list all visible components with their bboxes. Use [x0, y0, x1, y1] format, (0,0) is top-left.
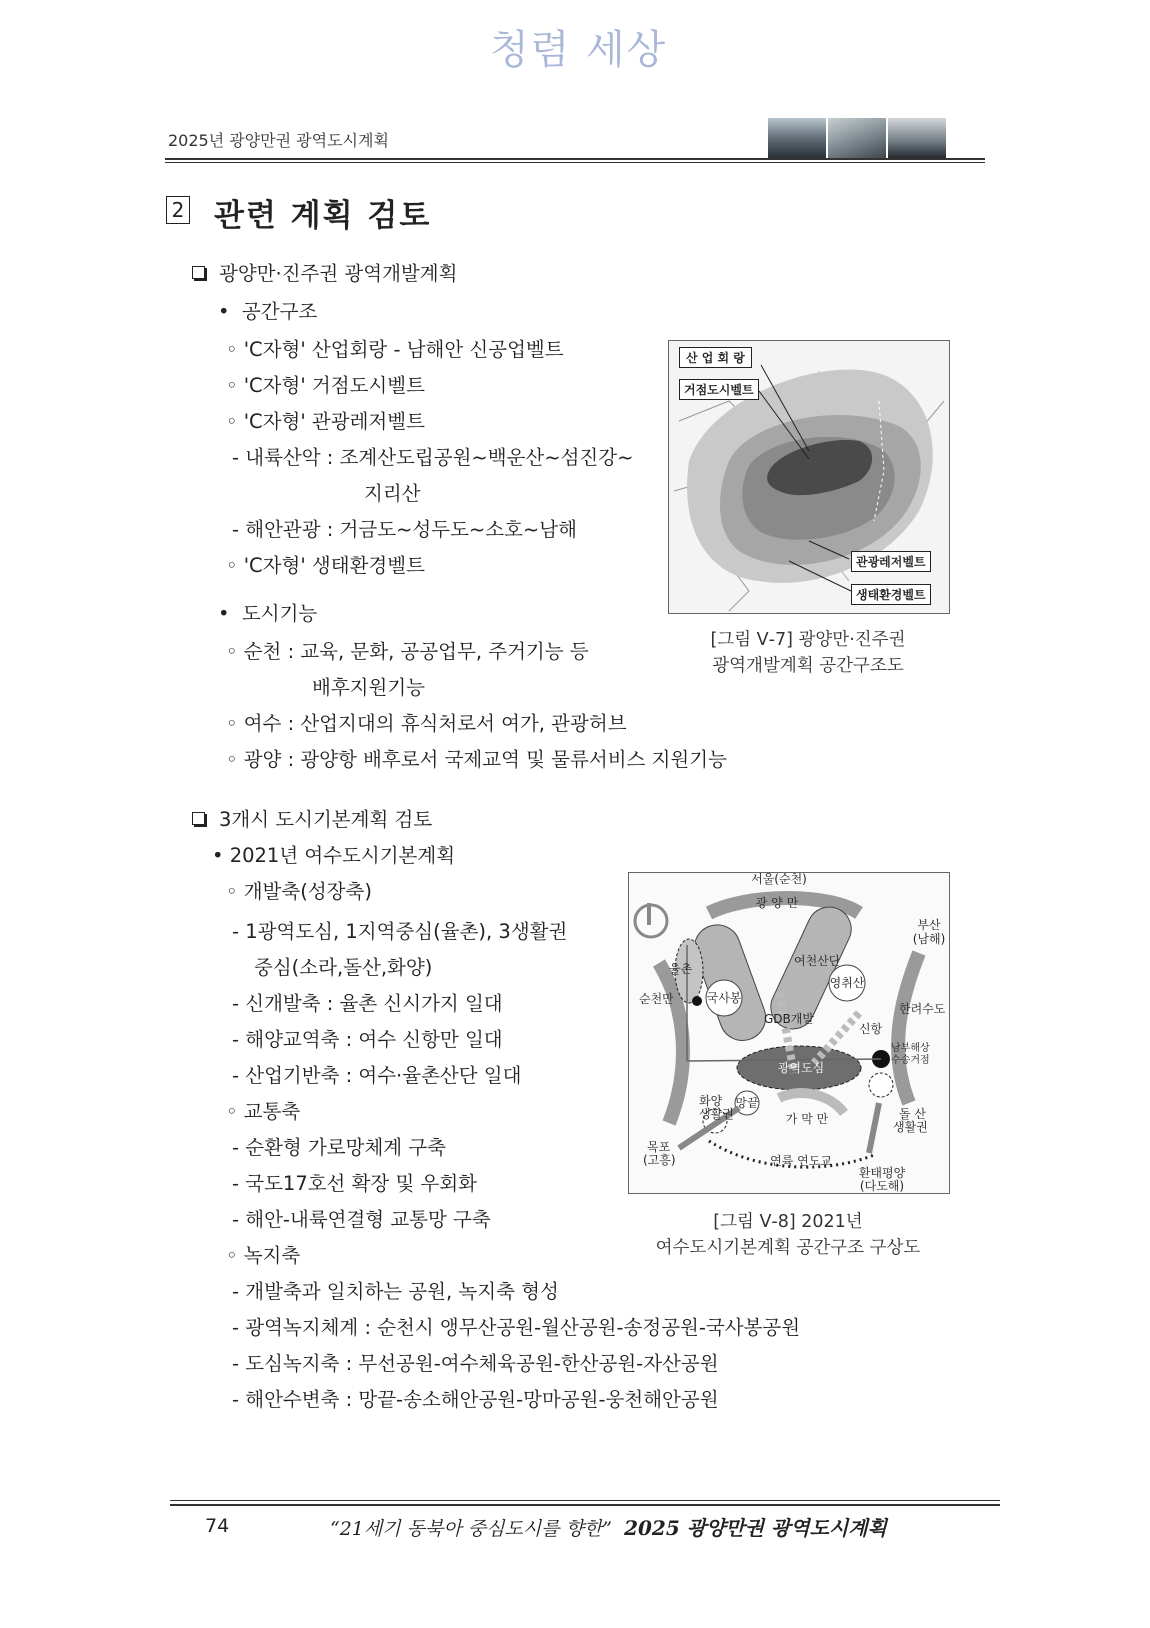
label-gamakman: 가 막 만 [785, 1112, 829, 1126]
urban-line-2: 배후지원기능 [312, 676, 426, 699]
p2-line-15: - 해안수변축 : 망끝-송소해안공원-망마공원-웅천해안공원 [232, 1388, 719, 1411]
spatial-structure-title: • 공간구조 [218, 300, 318, 323]
header-rule-thin [165, 162, 985, 163]
label-hub-city-belt: 거점도시벨트 [679, 379, 759, 400]
label-eco-belt: 생태환경벨트 [851, 584, 931, 605]
yeosu-plan-title: • 2021년 여수도시기본계획 [212, 844, 456, 867]
footer-title: 2025 광양만권 광역도시계획 [624, 1516, 887, 1540]
label-industry-corridor: 산 업 회 랑 [679, 347, 752, 368]
p2-line-5: - 해양교역축 : 여수 신항만 일대 [232, 1028, 503, 1051]
label-busan: 부산 [917, 918, 941, 932]
p2-line-6: - 산업기반축 : 여수·율촌산단 일대 [232, 1064, 522, 1087]
integrity-logo [490, 18, 667, 75]
p1-line-4: - 내륙산악 : 조계산도립공원~백운산~섬진강~ [232, 446, 634, 469]
label-mokpo: 목포 [647, 1140, 671, 1154]
label-dolsan: 돌 산 [899, 1107, 926, 1121]
label-nambu: 남부해상 [891, 1043, 930, 1054]
p2-line-14: - 도심녹지축 : 무선공원-여수체육공원-한산공원-자산공원 [232, 1352, 719, 1375]
logo-text: 청렴 세상 [490, 27, 668, 73]
footer-slogan: “21세기 동북아 중심도시를 향한” 2025 광양만권 광역도시계획 [330, 1516, 887, 1540]
section-title: 관련 계획 검토 [214, 198, 432, 234]
figure-v8-caption-2: 여수도시기본계획 공간구조 구상도 [655, 1238, 921, 1258]
figure-spatial-structure-map [668, 340, 950, 614]
label-sinhang: 신항 [859, 1022, 883, 1036]
p2-line-3: 중심(소라,돌산,화양) [254, 956, 433, 979]
p2-line-10: - 해안-내륙연결형 교통망 구축 [232, 1208, 491, 1231]
footer-rule [170, 1504, 1000, 1506]
label-gusabong: 국사봉 [706, 991, 742, 1005]
p2-line-1: ◦ 개발축(성장축) [226, 880, 372, 903]
label-hanryeo: 한려수도 [899, 1002, 946, 1016]
label-yeulchon: 율촌 [669, 962, 693, 976]
label-hwayang-2: 생활권 [699, 1107, 734, 1121]
label-manggeut: 망끝 [735, 1096, 759, 1110]
label-busan-2: (남해) [912, 932, 946, 946]
urban-function-title: • 도시기능 [218, 602, 318, 625]
urban-line-4: ◦ 광양 : 광양항 배후로서 국제교역 및 물류서비스 지원기능 [226, 748, 727, 771]
label-tourism-belt: 관광레저벨트 [851, 551, 931, 572]
label-gwangyang: 광 양 만 [755, 896, 799, 910]
part2-heading: 3개시 도시기본계획 검토 [192, 804, 432, 832]
label-yeosu-sandan: 여천산단 [794, 954, 841, 968]
header-photo-bay [768, 118, 826, 158]
document-title: 2025년 광양만권 광역도시계획 [168, 131, 389, 150]
figure-v8-caption-1: [그림 Ⅴ-8] 2021년 [713, 1212, 863, 1232]
p2-line-4: - 신개발축 : 율촌 신시가지 일대 [232, 992, 503, 1015]
p2-line-7: ◦ 교통축 [226, 1100, 301, 1123]
header-photo-city [888, 118, 946, 158]
square-bullet-icon [192, 812, 205, 825]
p1-line-5: 지리산 [364, 482, 421, 505]
p1-line-7: ◦ 'C자형' 생태환경벨트 [226, 554, 425, 577]
p2-line-12: - 개발축과 일치하는 공원, 녹지축 형성 [232, 1280, 559, 1303]
p2-line-9: - 국도17호선 확장 및 우회화 [232, 1172, 478, 1195]
label-nambu-2: 수송거점 [891, 1055, 930, 1066]
p2-line-11: ◦ 녹지축 [226, 1244, 301, 1267]
urban-line-3: ◦ 여수 : 산업지대의 휴식처로서 여가, 관광허브 [226, 712, 627, 735]
label-dadohae: 환태평양 [858, 1166, 906, 1180]
label-seoul: 서울(순천) [751, 873, 807, 886]
p2-line-2: - 1광역도심, 1지역중심(율촌), 3생활권 [232, 920, 568, 943]
label-bridge: 연륙 연도교 [770, 1154, 832, 1168]
section-number: 2 [166, 196, 190, 224]
label-yeongchwisan: 영취산 [829, 976, 865, 990]
p1-line-2: ◦ 'C자형' 거점도시벨트 [226, 374, 425, 397]
label-suncheon-man: 순천만 [639, 992, 674, 1006]
label-gdb: GDB개발 [764, 1012, 814, 1026]
header-photo-river [828, 118, 886, 158]
label-dolsan-2: 생활권 [893, 1120, 928, 1134]
footer-rule-thin [170, 1500, 1000, 1501]
p1-line-6: - 해안관광 : 거금도~성두도~소호~남해 [232, 518, 577, 541]
p1-line-3: ◦ 'C자형' 관광레저벨트 [226, 410, 425, 433]
p2-line-8: - 순환형 가로망체계 구축 [232, 1136, 447, 1159]
label-center: 광역도심 [777, 1061, 825, 1075]
label-mokpo-2: (고흥) [643, 1153, 676, 1167]
p2-line-13: - 광역녹지체계 : 순천시 앵무산공원-월산공원-송정공원-국사봉공원 [232, 1316, 801, 1339]
label-dadohae-2: (다도해) [859, 1179, 905, 1193]
square-bullet-icon [192, 266, 205, 279]
page-number: 74 [205, 1515, 230, 1537]
p1-line-1: ◦ 'C자형' 산업회랑 - 남해안 신공업벨트 [226, 338, 564, 361]
header-rule [165, 158, 985, 160]
figure-yeosu-concept-map [628, 872, 950, 1194]
figure-v7-caption-1: [그림 Ⅴ-7] 광양만·진주권 [710, 630, 906, 650]
label-hwayang: 화양 [699, 1094, 723, 1108]
urban-line-1: ◦ 순천 : 교육, 문화, 공공업무, 주거기능 등 [226, 640, 589, 663]
part1-heading: 광양만·진주권 광역개발계획 [192, 258, 457, 286]
figure-v7-caption-2: 광역개발계획 공간구조도 [712, 656, 904, 676]
